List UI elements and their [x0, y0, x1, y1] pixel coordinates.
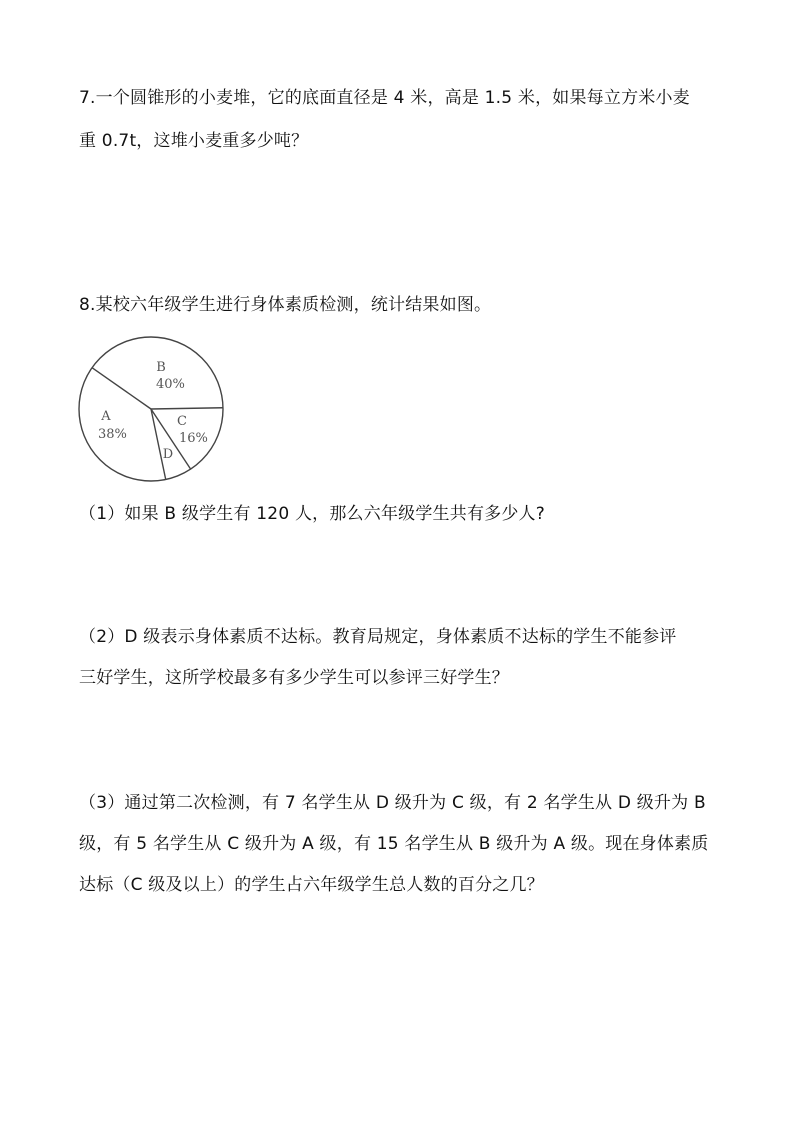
pie-label-a: A	[101, 409, 111, 424]
q7-line-2: 重 0.7t，这堆小麦重多少吨？	[79, 131, 309, 151]
q7-line-1: 7.一个圆锥形的小麦堆，它的底面直径是 4 米，高是 1.5 米，如果每立方米小麦	[79, 88, 690, 108]
pie-value-c: 16%	[179, 431, 208, 446]
q8-sub2-line-1: （2）D 级表示身体素质不达标。教育局规定，身体素质不达标的学生不能参评	[79, 627, 677, 647]
pie-label-c: C	[177, 414, 187, 429]
pie-chart	[76, 336, 226, 482]
q8-sub2-line-2: 三好学生，这所学校最多有多少学生可以参评三好学生？	[79, 668, 509, 688]
q8-intro: 8.某校六年级学生进行身体素质检测，统计结果如图。	[79, 295, 492, 315]
pie-value-b: 40%	[156, 377, 185, 392]
pie-label-b: B	[156, 360, 166, 375]
q8-sub3-line-1: （3）通过第二次检测，有 7 名学生从 D 级升为 C 级，有 2 名学生从 D 级升为 B	[79, 793, 706, 813]
pie-value-a: 38%	[98, 427, 127, 442]
q8-sub3-line-2: 级，有 5 名学生从 C 级升为 A 级，有 15 名学生从 B 级升为 A 级。现在身体素质	[79, 834, 709, 854]
q8-sub3-line-3: 达标（C 级及以上）的学生占六年级学生总人数的百分之几？	[79, 875, 544, 895]
pie-label-d: D	[162, 447, 174, 462]
q8-sub1: （1）如果 B 级学生有 120 人，那么六年级学生共有多少人?	[79, 504, 545, 524]
